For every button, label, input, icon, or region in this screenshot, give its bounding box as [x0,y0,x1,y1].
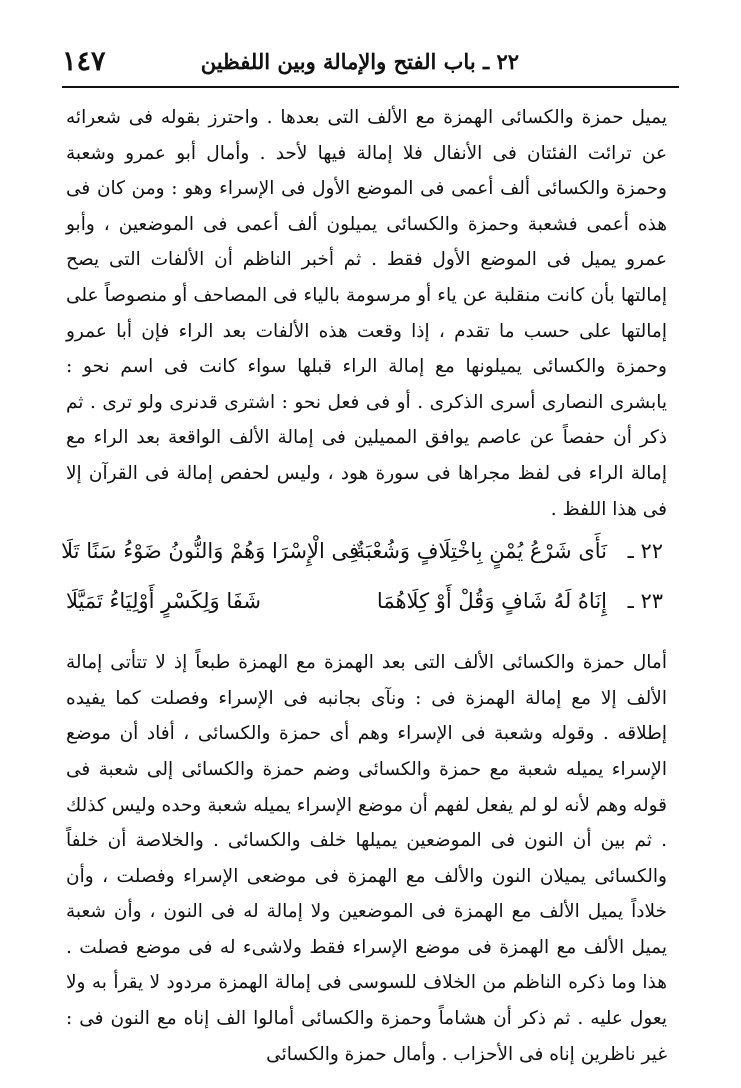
verse-block [61,539,667,639]
page-body [61,100,667,1072]
verse-second-hemistich: شَفَا وَلِكَسْرٍ أَوْلِيَاءُ تَمَيَّلَا [66,589,261,614]
page-number: ١٤٧ [62,45,106,77]
header-divider [62,86,679,88]
commentary-paragraph-2: أمال حمزة والكسائى الألف التى بعد الهمزة مع الهمزة طبعاً إذ لا تتأتى إمالة الألف إلا مع إمالة الهمزة فى : ونآى بجانبه فى الإسراء وفصلت كما يفيده إطلاقه . وقوله وشعبة فى الإسراء وهم أى حمزة والكسائى ، أفاد أن موضع الإسراء يميله شعبة مع حمزة والكسائى وضم حمزة والكسائى إلى شعبة فى قوله وهم لأنه لو لم يفعل لفهم أن موضع الإسراء يميله شعبة وحده وليس كذلك . ثم بين أن النون فى الموضعين يميلها خلف والكسائى . والخلاصة أن خلفاً والكسائى يميلان النون والألف مع الهمزة فى موضعى الإسراء وفصلت ، وأن خلاداً يميل الألف مع الهمزة فى الموضعين ولا إمالة له فى النون ، وأن شعبة يميل الألف مع الهمزة فى موضع الإسراء فقط ولاشىء له فى موضع فصلت . هذا وما ذكره الناظم من الخلاف للسوسى فى إمالة الهمزة مردود لا يقرأ به ولا يعول عليه . ثم ذكر أن هشاماً وحمزة والكسائى أمالوا الف إناه مع النون فى : غير ناظرين إناه فى الأحزاب . وأمال حمزة والكسائى [66,652,667,1065]
verse-line [66,589,667,639]
verse-second-hemistich: فِى الْإِسْرَا وَهُمْ وَالنُّونُ ضَوْءُ سَنًا تَلَا [61,539,359,564]
verse-first-hemistich: إِنَاهُ لَهُ شَافٍ وَقُلْ أَوْ كِلَاهُمَا [376,589,607,614]
commentary-paragraph-1: يميل حمزة والكسائى الهمزة مع الألف التى بعدها . واحترز بقوله فى شعرائه عن ترائت الفئتان فى الأنفال فلا إمالة فيها لأحد . وأمال أبو عمرو وشعبة وحمزة والكسائى ألف أعمى فى الموضع الأول فى الإسراء وهو : ومن كان فى هذه أعمى فشعبة وحمزة والكسائى يميلون ألف أعمى فى الموضعين ، وأبو عمرو يميل فى الموضع الأول فقط . ثم أخبر الناظم أن الألفات التى يصح إمالتها بأن كانت منقلبة عن ياء أو مرسومة بالياء فى المصاحف أو منصوصاً على إمالتها على حسب ما تقدم ، إذا وقعت هذه الألفات بعد الراء فإن أبا عمرو وحمزة والكسائى يميلونها مع إمالة الراء قبلها سواء كانت فى اسم نحو : يابشرى النصارى أسرى الذكرى . أو فى فعل نحو : اشترى قدنرى ولو ترى . ثم ذكر أن حفصاً عن عاصم يوافق المميلين فى إمالة الألف الواقعة بعد الراء مع إمالة الراء فى لفظ مجراها فى سورة هود ، وليس لحفص إمالة فى القرآن إلا فى هذا اللفظ . [66,107,667,520]
verse-first-hemistich: نَأَى شَرْعُ يُمْنٍ بِاخْتِلَافٍ وَشُعْبَةٌ [354,539,607,564]
verse-line [61,539,667,589]
verse-number: ٢٢ ـ [627,539,663,564]
verse-number: ٢٣ ـ [627,589,663,614]
chapter-title: ٢٢ ـ باب الفتح والإمالة وبين اللفظين [200,48,519,74]
running-header [62,40,679,82]
